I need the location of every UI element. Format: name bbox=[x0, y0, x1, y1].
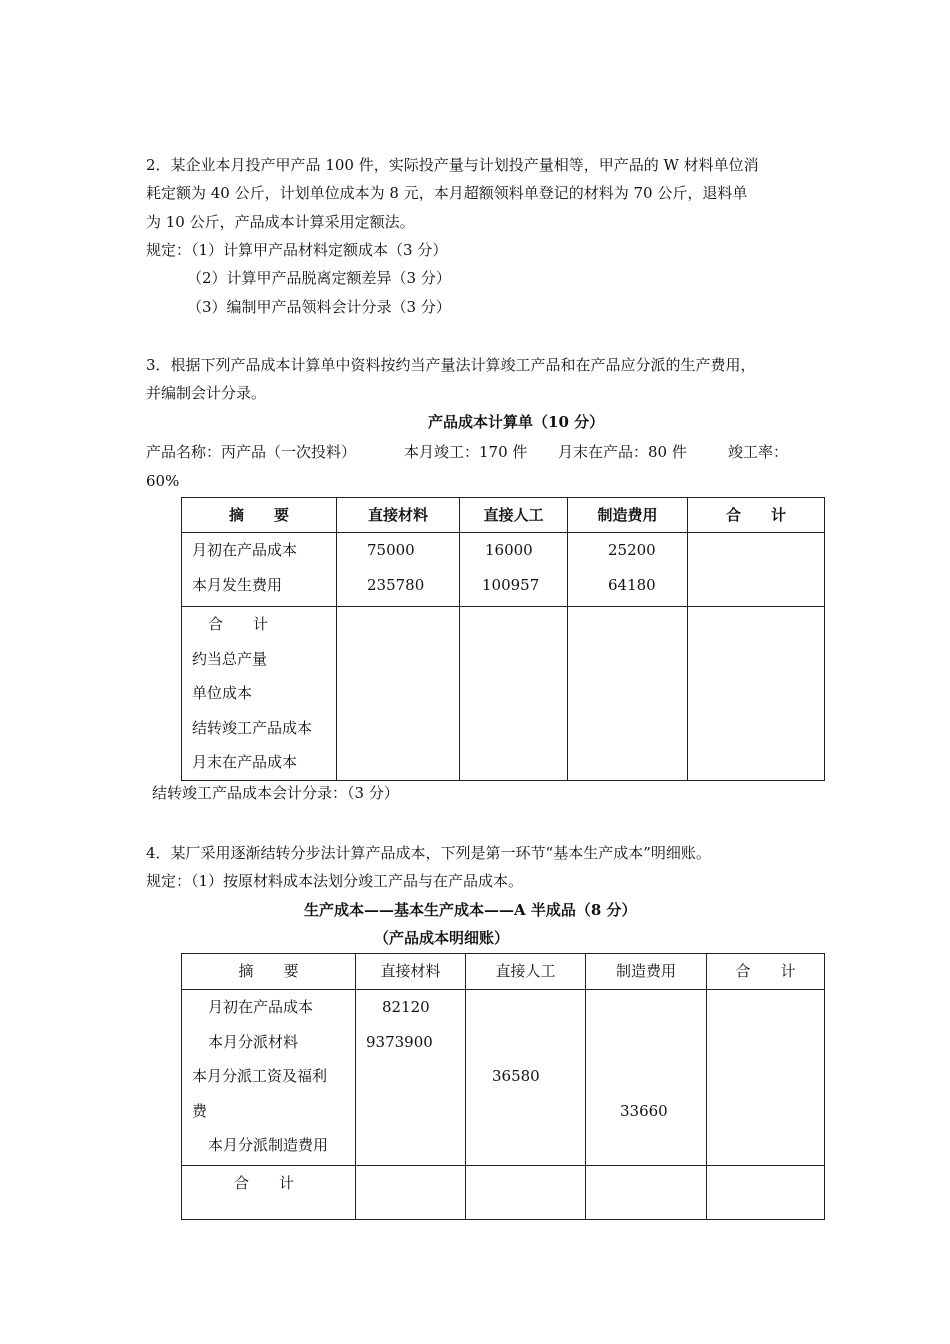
q3-header-overhead: 制造费用 bbox=[597, 506, 658, 524]
q4-ledger-title: 生产成本——基本生产成本——A 半成品（8 分） bbox=[304, 901, 637, 919]
q3-materials-values bbox=[337, 533, 459, 602]
q4-ledger-subtitle: （产品成本明细账） bbox=[374, 929, 510, 947]
q4-labor-values bbox=[466, 990, 585, 1094]
q3-header-labor: 直接人工 bbox=[483, 506, 544, 524]
q3-label-equivalent-units: 约当总产量 bbox=[192, 649, 268, 668]
q4-requirement-1: 规定：（1）按原材料成本法划分竣工产品与在产品成本。 bbox=[146, 872, 524, 890]
q4-header-total: 合 计 bbox=[735, 962, 796, 980]
q3-label-subtotal: 合 计 bbox=[208, 615, 269, 633]
q3-labor-blank bbox=[460, 607, 568, 781]
q4-overhead-allocated: 33660 bbox=[620, 1101, 668, 1120]
q2-line-3: 为 10 公斤，产品成本计算采用定额法。 bbox=[146, 213, 415, 231]
q3-label-unit-cost: 单位成本 bbox=[192, 684, 253, 702]
q3-header-total: 合 计 bbox=[725, 506, 786, 524]
q3-line-2: 并编制会计分录。 bbox=[146, 384, 267, 402]
q3-header-summary: 摘 要 bbox=[228, 506, 289, 524]
q3-cost-table bbox=[181, 497, 825, 781]
q3-row-labels-b bbox=[182, 607, 336, 780]
q4-total-values bbox=[707, 990, 825, 1166]
q3-overhead-values bbox=[568, 533, 687, 602]
q3-overhead-current: 64180 bbox=[608, 575, 656, 594]
q4-label-overhead-allocated: 本月分派制造费用 bbox=[208, 1136, 329, 1154]
q3-product-name: 产品名称：丙产品（一次投料） bbox=[146, 443, 357, 461]
q4-label-opening-wip: 月初在产品成本 bbox=[208, 998, 314, 1016]
q3-table-title: 产品成本计算单（10 分） bbox=[428, 413, 605, 431]
q3-line-1: 3．根据下列产品成本计算单中资料按约当产量法计算竣工产品和在产品应分派的生产费用， bbox=[146, 356, 756, 374]
q3-journal-entry-prompt: 结转竣工产品成本会计分录：（3 分） bbox=[152, 784, 399, 802]
q4-ledger-table bbox=[181, 953, 825, 1220]
q3-wip-qty: 月末在产品：80 件 bbox=[558, 443, 687, 461]
q4-overhead-subtotal bbox=[586, 1166, 707, 1220]
q3-completion-rate-value: 60% bbox=[146, 472, 180, 490]
q3-completed-qty: 本月竣工：170 件 bbox=[404, 443, 528, 461]
q4-label-subtotal: 合 计 bbox=[234, 1174, 295, 1192]
q3-labor-values bbox=[460, 533, 567, 602]
q3-completion-rate-label: 竣工率： bbox=[728, 443, 789, 461]
q4-materials-values bbox=[356, 990, 465, 1059]
q3-labor-current: 100957 bbox=[482, 575, 540, 594]
q4-label-wages-allocated: 本月分派工资及福利 bbox=[192, 1067, 328, 1085]
q3-labor-opening: 16000 bbox=[485, 541, 533, 559]
q4-overhead-values bbox=[586, 990, 706, 1128]
q3-label-opening-wip: 月初在产品成本 bbox=[192, 541, 298, 559]
q3-header-materials: 直接材料 bbox=[367, 506, 428, 524]
q3-row-labels-a bbox=[182, 533, 336, 602]
q3-total-blank bbox=[688, 607, 825, 781]
q4-header-overhead: 制造费用 bbox=[615, 962, 676, 980]
q3-materials-blank bbox=[337, 607, 460, 781]
q4-labor-allocated: 36580 bbox=[492, 1067, 540, 1085]
q4-label-materials-allocated: 本月分派材料 bbox=[208, 1032, 299, 1051]
q4-label-wages-allocated-cont: 费 bbox=[192, 1101, 208, 1120]
q4-total-subtotal bbox=[707, 1166, 825, 1220]
q4-header-summary: 摘 要 bbox=[238, 962, 299, 980]
q3-overhead-opening: 25200 bbox=[608, 541, 656, 559]
q3-overhead-blank bbox=[568, 607, 688, 781]
q2-line-2: 耗定额为 40 公斤，计划单位成本为 8 元，本月超额领料单登记的材料为 70 公斤，退料单 bbox=[146, 184, 748, 202]
q2-line-1: 2．某企业本月投产甲产品 100 件，实际投产量与计划投产量相等，甲产品的 W 材料单位消 bbox=[146, 156, 759, 174]
q3-total-values bbox=[688, 533, 825, 607]
q4-labor-subtotal bbox=[466, 1166, 586, 1220]
q4-materials-opening: 82120 bbox=[382, 998, 430, 1016]
q3-label-completed-cost: 结转竣工产品成本 bbox=[192, 718, 313, 737]
q3-label-current-cost: 本月发生费用 bbox=[192, 575, 283, 594]
q4-materials-subtotal bbox=[356, 1166, 466, 1220]
q3-materials-opening: 75000 bbox=[367, 541, 415, 559]
q4-row-labels bbox=[182, 990, 355, 1163]
q4-header-materials: 直接材料 bbox=[380, 962, 441, 980]
q4-header-labor: 直接人工 bbox=[495, 962, 556, 980]
q4-line-1: 4．某厂采用逐渐结转分步法计算产品成本，下列是第一环节“基本生产成本”明细账。 bbox=[146, 844, 711, 862]
q2-requirement-2: （2）计算甲产品脱离定额差异（3 分） bbox=[187, 269, 451, 287]
q3-materials-current: 235780 bbox=[367, 575, 425, 594]
q2-requirement-3: （3）编制甲产品领料会计分录（3 分） bbox=[187, 298, 451, 316]
q3-label-ending-wip: 月末在产品成本 bbox=[192, 753, 298, 771]
q4-materials-allocated: 9373900 bbox=[366, 1032, 433, 1051]
q2-requirement-1: 规定：（1）计算甲产品材料定额成本（3 分） bbox=[146, 241, 448, 259]
